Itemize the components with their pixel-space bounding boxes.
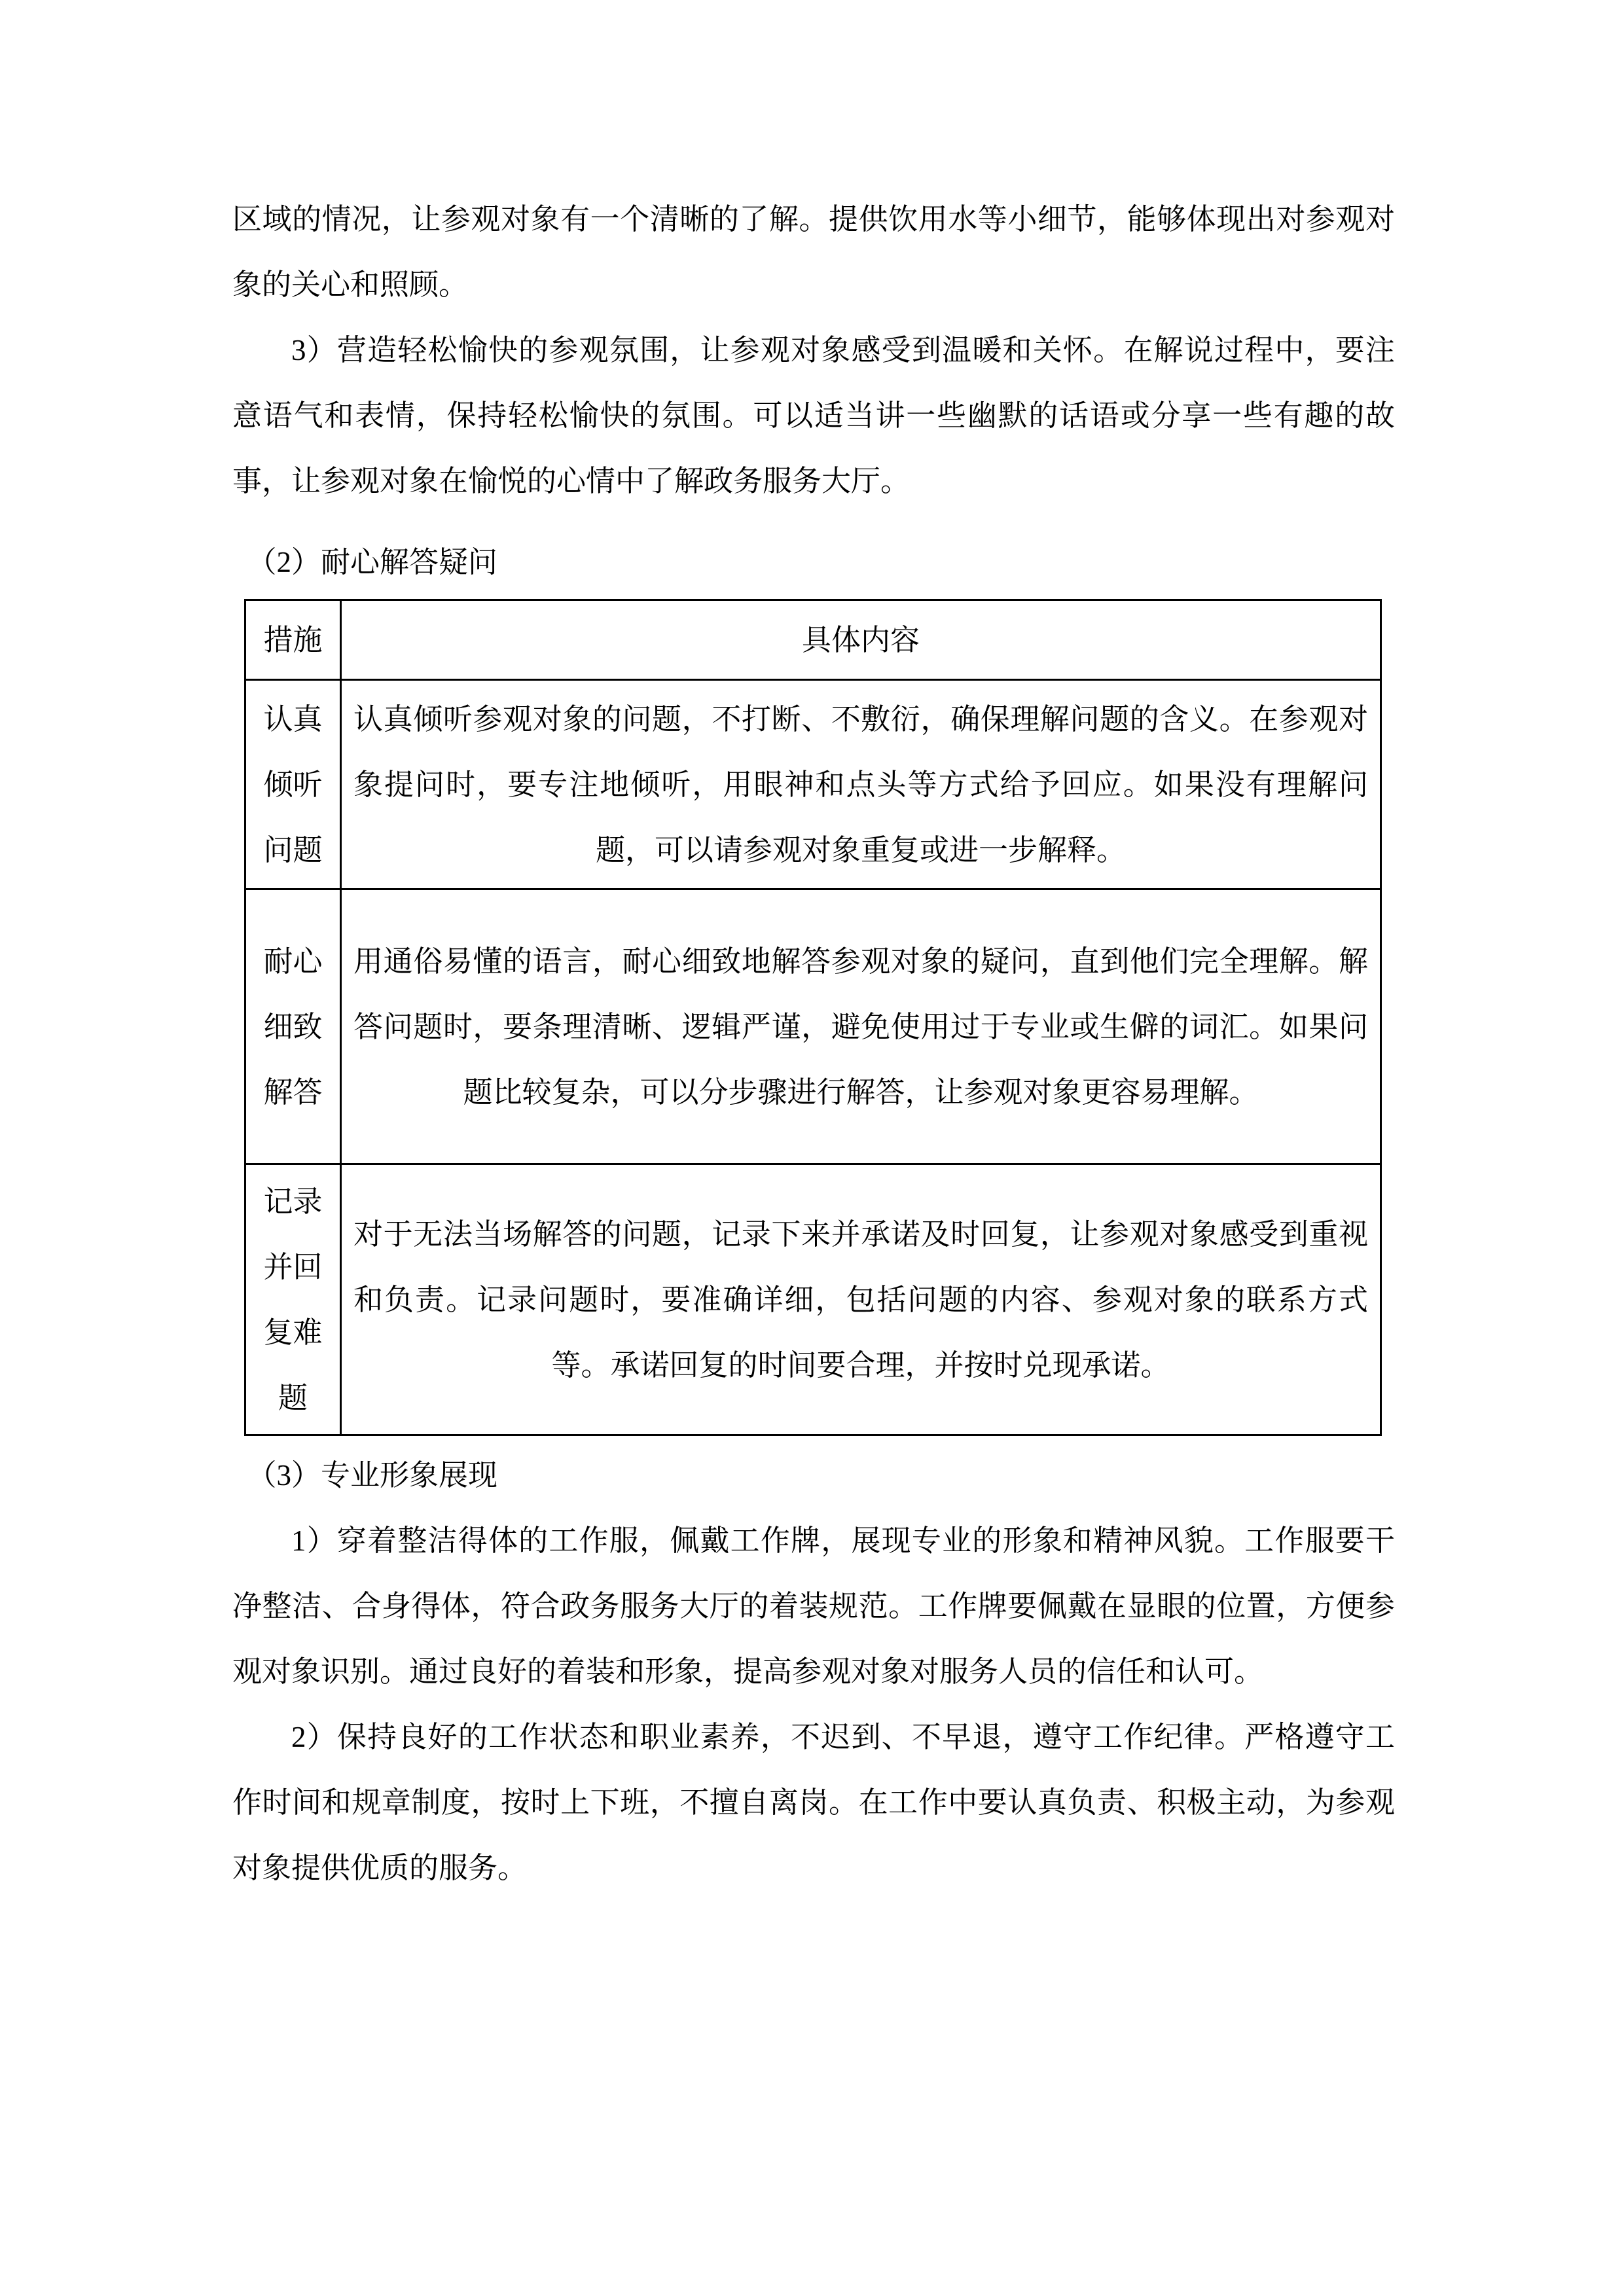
content-cell-answer: 用通俗易懂的语言，耐心细致地解答参观对象的疑问，直到他们完全理解。解答问题时，要条理清晰、逻辑严谨，避免使用过于专业或生僻的词汇。如果问题比较复杂，可以分步骤进行解答，让参观对象更容易理解。 <box>341 889 1381 1164</box>
measure-cell-answer: 耐心细致解答 <box>245 889 341 1164</box>
table-header-content: 具体内容 <box>341 600 1381 680</box>
content-cell-listen: 认真倾听参观对象的问题，不打断、不敷衍，确保理解问题的含义。在参观对象提问时，要专注地倾听，用眼神和点头等方式给予回应。如果没有理解问题，可以请参观对象重复或进一步解释。 <box>341 680 1381 889</box>
table-row-record <box>245 1164 1381 1435</box>
content-cell-record: 对于无法当场解答的问题，记录下来并承诺及时回复，让参观对象感受到重视和负责。记录问题时，要准确详细，包括问题的内容、参观对象的联系方式等。承诺回复的时间要合理，并按时兑现承诺。 <box>341 1164 1381 1435</box>
paragraph-item-2: 2）保持良好的工作状态和职业素养，不迟到、不早退，遵守工作纪律。严格遵守工作时间和规章制度，按时上下班，不擅自离岗。在工作中要认真负责、积极主动，为参观对象提供优质的服务。 <box>232 1721 1395 1884</box>
measure-cell-record: 记录并回复难题 <box>245 1164 341 1435</box>
section-heading-patient-answer: （2）耐心解答疑问 <box>247 546 498 579</box>
table-header-row <box>245 600 1381 680</box>
paragraph-intro-continuation: 区域的情况，让参观对象有一个清晰的了解。提供饮用水等小细节，能够体现出对参观对象的关心和照顾。 <box>232 203 1395 301</box>
table-header-measure: 措施 <box>245 600 341 680</box>
table-row-listen <box>245 680 1381 889</box>
measures-table <box>244 599 1382 1436</box>
table-row-answer <box>245 889 1381 1164</box>
section-heading-professional-image: （3）专业形象展现 <box>247 1459 498 1492</box>
paragraph-item-3: 3）营造轻松愉快的参观氛围，让参观对象感受到温暖和关怀。在解说过程中，要注意语气和表情，保持轻松愉快的氛围。可以适当讲一些幽默的话语或分享一些有趣的故事，让参观对象在愉悦的心情中了解政务服务大厅。 <box>232 334 1395 497</box>
paragraph-item-1: 1）穿着整洁得体的工作服，佩戴工作牌，展现专业的形象和精神风貌。工作服要干净整洁、合身得体，符合政务服务大厅的着装规范。工作牌要佩戴在显眼的位置，方便参观对象识别。通过良好的着装和形象，提高参观对象对服务人员的信任和认可。 <box>232 1524 1395 1688</box>
measure-cell-listen: 认真倾听问题 <box>245 680 341 889</box>
